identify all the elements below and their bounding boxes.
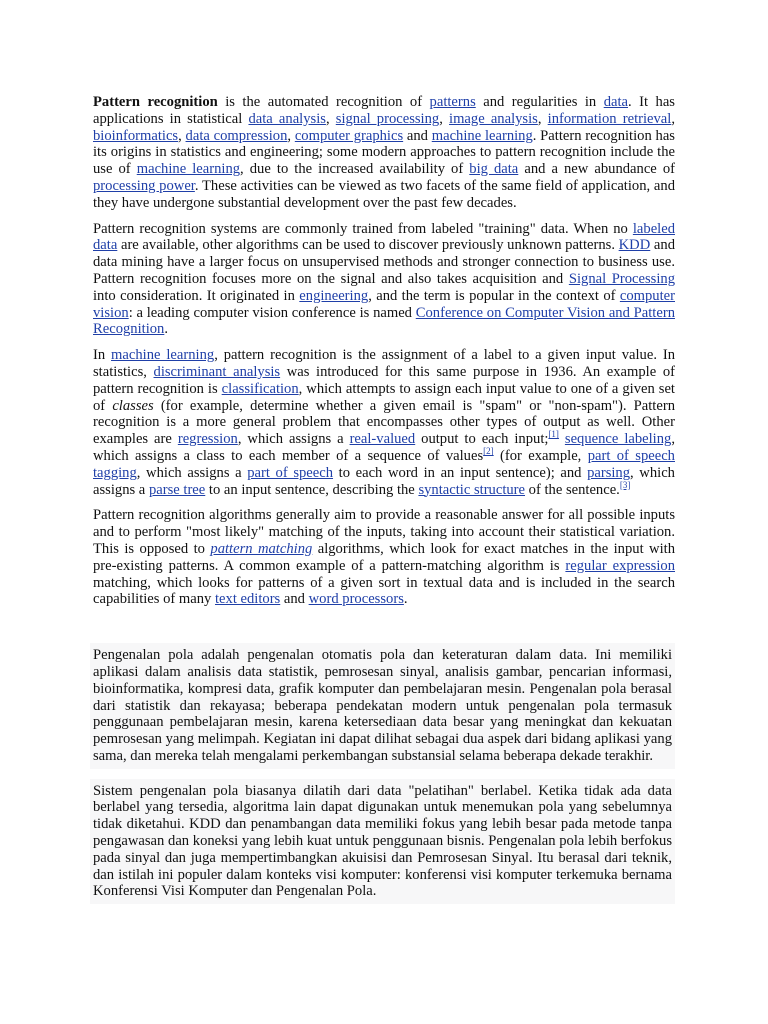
link-parse-tree[interactable]: parse tree [148, 481, 206, 498]
link-machine-learning-2[interactable]: machine learning [136, 161, 241, 178]
paragraph-indonesian-2: Sistem pengenalan pola biasanya dilatih dari data "pelatihan" berlabel. Ketika tidak ada data berlabel yang tersedia, algoritma lain dapat digunakan untuk menemukan pola yang sebelumnya tidak diketahui. KDD dan penambangan data memiliki fokus yang lebih besar pada metode tanpa pengawasan dan koneksi yang lebih kuat untuk penggunaan bisnis. Pengenalan pola lebih berfokus pada sinyal dan juga mempertimbangkan akuisisi dan Pemrosesan Sinyal. Itu berasal dari teknik, dan istilah ini populer dalam konteks visi komputer: konferensi visi komputer terkemuka bernama Konferensi Visi Komputer dan Pengenalan Pola. [93, 782, 672, 900]
citation-1[interactable]: [1] [548, 429, 559, 440]
term-pattern-recognition: Pattern recognition [93, 94, 218, 110]
link-image-analysis[interactable]: image analysis [449, 110, 538, 127]
link-bioinformatics[interactable]: bioinformatics [93, 127, 179, 144]
link-big-data[interactable]: big data [469, 161, 519, 178]
paragraph-machine-learning: In machine learning, pattern recognition is the assignment of a label to a given input value. In statistics, discriminant analysis was introduced for this same purpose in 1936. An example of pattern recognition is classification, which attempts to assign each input value to one of a given set of classes (for example, determine whether a given email is "spam" or "non-spam"). Pattern recognition is a more general problem that encompasses other types of output as well. Other examples are regression, which assigns a real-valued output to each input;[1] sequence labeling, which assigns a class to each member of a sequence of values[2] (for example, part of speech tagging, which assigns a part of speech to each word in an input sentence); and parsing, which assigns a parse tree to an input sentence, describing the syntactic structure of the sentence.[3] [93, 347, 676, 498]
link-kdd[interactable]: KDD [618, 237, 651, 254]
link-parsing[interactable]: parsing [587, 464, 631, 481]
paragraph-indonesian-1: Pengenalan pola adalah pengenalan otomatis pola dan keteraturan dalam data. Ini memiliki aplikasi dalam analisis data statistik, pemrosesan sinyal, analisis gambar, pencarian informasi, bioinformatika, kompresi data, grafik komputer dan pembelajaran mesin. Pengenalan pola berasal dari statistik dan rekayasa; beberapa pendekatan modern untuk pengenalan pola termasuk penggunaan pembelajaran mesin, karena ketersediaan data besar yang meningkat dan kekuatan pemrosesan yang melimpah. Kegiatan ini dapat dilihat sebagai dua aspek dari bidang aplikasi yang sama, dan mereka telah mengalami perkembangan substansial selama beberapa dekade terakhir. [93, 647, 672, 764]
link-computer-vision[interactable]: computer vision [93, 287, 675, 321]
link-syntactic-structure[interactable]: syntactic structure [418, 481, 526, 498]
link-labeled-data[interactable]: labeled data [93, 220, 675, 254]
citation-2[interactable]: [2] [483, 446, 494, 457]
paragraph-definition: Pattern recognition is the automated recognition of patterns and regularities in data. It has applications in statistical data analysis, signal processing, image analysis, information retrieval, bioinformatics, data compression, computer graphics and machine learning. Pattern recognition has its origins in statistics and engineering; some modern approaches to pattern recognition include the use of machine learning, due to the increased availability of big data and a new abundance of processing power. These activities can be viewed as two facets of the same field of application, and they have undergone substantial development over the past few decades. [93, 94, 675, 211]
link-part-of-speech[interactable]: part of speech [247, 464, 334, 481]
link-classification[interactable]: classification [221, 380, 299, 397]
link-processing-power[interactable]: processing power [93, 177, 195, 194]
link-data[interactable]: data [603, 94, 629, 110]
document-page [93, 94, 675, 904]
citation-3[interactable]: [3] [619, 479, 631, 490]
link-word-processors[interactable]: word processors [308, 591, 404, 608]
link-machine-learning-3[interactable]: machine learning [111, 347, 215, 364]
link-information-retrieval[interactable]: information retrieval [547, 110, 672, 127]
link-cvpr-conference[interactable]: Conference on Computer Vision and Pattern Recognition [93, 304, 675, 338]
link-sequence-labeling[interactable]: sequence labeling [564, 431, 672, 448]
link-part-of-speech-tagging[interactable]: part of speech tagging [93, 447, 675, 481]
translation-block-2 [90, 779, 675, 905]
link-machine-learning[interactable]: machine learning [431, 127, 533, 144]
link-computer-graphics[interactable]: computer graphics [294, 127, 404, 144]
link-engineering[interactable]: engineering [299, 287, 369, 304]
link-patterns[interactable]: patterns [429, 94, 476, 110]
link-signal-processing[interactable]: signal processing [335, 110, 440, 127]
link-regression[interactable]: regression [177, 431, 238, 448]
link-data-compression[interactable]: data compression [185, 127, 288, 144]
paragraph-training: Pattern recognition systems are commonly trained from labeled "training" data. When no labeled data are available, other algorithms can be used to discover previously unknown patterns. KDD and data mining have a larger focus on unsupervised methods and stronger connection to business use. Pattern recognition focuses more on the signal and also takes acquisition and Signal Processing into consideration. It originated in engineering, and the term is popular in the context of computer vision: a leading computer vision conference is named Conference on Computer Vision and Pattern Recognition. [93, 220, 676, 338]
section-gap [93, 617, 675, 643]
link-data-analysis[interactable]: data analysis [248, 110, 326, 127]
translation-block-1 [90, 643, 675, 769]
link-regular-expression[interactable]: regular expression [565, 557, 676, 574]
link-real-valued[interactable]: real-valued [349, 431, 416, 448]
link-text-editors[interactable]: text editors [214, 591, 281, 608]
paragraph-algorithms: Pattern recognition algorithms generally aim to provide a reasonable answer for all possible inputs and to perform "most likely" matching of the inputs, taking into account their statistical variation. This is opposed to pattern matching algorithms, which look for exact matches in the input with pre-existing patterns. A common example of a pattern-matching algorithm is regular expression matching, which looks for patterns of a given sort in textual data and is included in the search capabilities of many text editors and word processors. [93, 507, 676, 608]
link-signal-processing-2[interactable]: Signal Processing [568, 270, 676, 287]
link-discriminant-analysis[interactable]: discriminant analysis [153, 363, 281, 380]
term-classes: classes [112, 397, 154, 414]
link-pattern-matching[interactable]: pattern matching [210, 540, 313, 557]
